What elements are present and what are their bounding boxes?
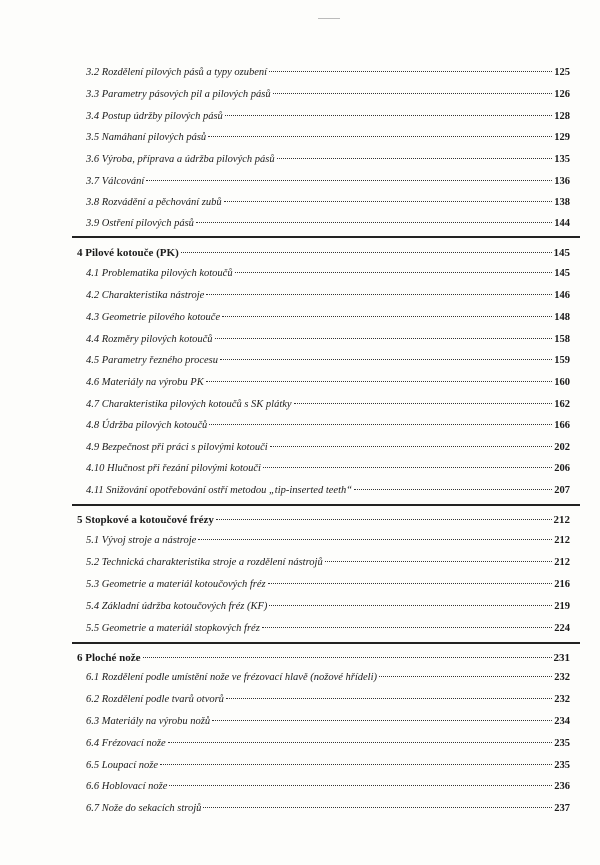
toc-entry-page: 145 bbox=[554, 268, 570, 279]
dot-leader bbox=[262, 627, 552, 628]
toc-entry-title: 4.5 Parametry řezného procesu bbox=[86, 355, 219, 366]
toc-entry-page: 158 bbox=[554, 334, 570, 345]
toc-entry-title: 4.9 Bezpečnost při práci s pilovými kotouči bbox=[86, 442, 268, 453]
toc-entry bbox=[86, 311, 570, 325]
toc-entry-page: 160 bbox=[554, 377, 570, 388]
toc-entry bbox=[86, 737, 570, 751]
toc-entry-title: 6.4 Frézovací nože bbox=[86, 738, 166, 749]
toc-entry-page: 232 bbox=[554, 694, 570, 705]
toc-entry bbox=[86, 131, 570, 145]
toc-chapter-title: 5 Stopkové a kotoučové frézy bbox=[77, 514, 214, 526]
toc-entry bbox=[86, 354, 570, 368]
dot-leader bbox=[270, 446, 553, 447]
toc-entry bbox=[86, 419, 570, 433]
toc-entry-title: 3.8 Rozvádění a pěchování zubů bbox=[86, 197, 222, 208]
toc-entry-page: 126 bbox=[554, 89, 570, 100]
dot-leader bbox=[181, 252, 552, 253]
toc-entry bbox=[86, 217, 570, 231]
toc-entry bbox=[86, 715, 570, 729]
toc-entry-page: 128 bbox=[554, 111, 570, 122]
toc-entry-title: 6.7 Nože do sekacích strojů bbox=[86, 803, 202, 814]
toc-entry-title: 4.2 Charakteristika nástroje bbox=[86, 290, 205, 301]
toc-entry bbox=[86, 693, 570, 707]
toc-chapter-title: 6 Ploché nože bbox=[77, 652, 141, 664]
dot-leader bbox=[222, 316, 552, 317]
dot-leader bbox=[143, 657, 552, 658]
toc-entry-page: 138 bbox=[554, 197, 570, 208]
toc-entry-title: 4.4 Rozměry pilových kotoučů bbox=[86, 334, 213, 345]
toc-chapter-4 bbox=[77, 246, 570, 260]
toc-entry-page: 162 bbox=[554, 399, 570, 410]
dot-leader bbox=[209, 424, 552, 425]
toc-entry bbox=[86, 484, 570, 498]
section-divider bbox=[72, 236, 580, 238]
dot-leader bbox=[263, 467, 552, 468]
toc-entry-page: 234 bbox=[554, 716, 570, 727]
toc-entry-title: 6.6 Hoblovací nože bbox=[86, 781, 168, 792]
toc-entry bbox=[86, 376, 570, 390]
dot-leader bbox=[198, 539, 552, 540]
toc-entry-title: 3.3 Parametry pásových pil a pilových pásů bbox=[86, 89, 271, 100]
toc-entry-page: 207 bbox=[554, 485, 570, 496]
toc-entry-page: 237 bbox=[554, 803, 570, 814]
toc-entry-page: 232 bbox=[554, 672, 570, 683]
toc-entry-title: 6.3 Materiály na výrobu nožů bbox=[86, 716, 211, 727]
toc-entry-page: 235 bbox=[554, 738, 570, 749]
section-divider bbox=[72, 642, 580, 644]
toc-entry-page: 146 bbox=[554, 290, 570, 301]
toc-entry bbox=[86, 398, 570, 412]
toc-entry-page: 148 bbox=[554, 312, 570, 323]
dot-leader bbox=[216, 519, 552, 520]
toc-chapter-page: 145 bbox=[553, 247, 570, 259]
dot-leader bbox=[269, 71, 552, 72]
toc-entry-title: 6.2 Rozdělení podle tvarů otvorů bbox=[86, 694, 224, 705]
toc-entry bbox=[86, 578, 570, 592]
toc-chapter-6 bbox=[77, 651, 570, 665]
toc-entry bbox=[86, 88, 570, 102]
toc-entry-page: 206 bbox=[554, 463, 570, 474]
toc-entry-title: 4.8 Údržba pilových kotoučů bbox=[86, 420, 208, 431]
toc-entry-title: 5.1 Vývoj stroje a nástroje bbox=[86, 535, 197, 546]
dot-leader bbox=[225, 115, 552, 116]
toc-entry bbox=[86, 66, 570, 80]
dot-leader bbox=[268, 583, 553, 584]
toc-entry bbox=[86, 289, 570, 303]
dot-leader bbox=[208, 136, 552, 137]
dot-leader bbox=[226, 698, 552, 699]
toc-entry bbox=[86, 462, 570, 476]
dot-leader bbox=[168, 742, 553, 743]
toc-entry-page: 125 bbox=[554, 67, 570, 78]
toc-entry-title: 5.4 Základní údržba kotoučových fréz (KF) bbox=[86, 601, 268, 612]
toc-entry bbox=[86, 153, 570, 167]
toc-entry bbox=[86, 802, 570, 816]
toc-entry bbox=[86, 622, 570, 636]
toc-entry bbox=[86, 267, 570, 281]
toc-entry-page: 235 bbox=[554, 760, 570, 771]
dot-leader bbox=[169, 785, 552, 786]
toc-chapter-page: 212 bbox=[553, 514, 570, 526]
toc-entry-title: 3.9 Ostření pilových pásů bbox=[86, 218, 194, 229]
toc-entry-page: 144 bbox=[554, 218, 570, 229]
toc-entry bbox=[86, 441, 570, 455]
toc-entry-page: 159 bbox=[554, 355, 570, 366]
dot-leader bbox=[212, 720, 552, 721]
toc-entry bbox=[86, 556, 570, 570]
dot-leader bbox=[224, 201, 553, 202]
dot-leader bbox=[160, 764, 552, 765]
toc-entry-title: 4.10 Hlučnost při řezání pilovými kotouči bbox=[86, 463, 261, 474]
scan-artifact bbox=[318, 18, 340, 19]
toc-entry bbox=[86, 333, 570, 347]
toc-entry bbox=[86, 110, 570, 124]
toc-entry-title: 6.1 Rozdělení podle umístění nože ve frézovací hlavě (nožové hřídeli) bbox=[86, 672, 378, 683]
toc-entry-title: 4.6 Materiály na výrobu PK bbox=[86, 377, 204, 388]
dot-leader bbox=[354, 489, 552, 490]
dot-leader bbox=[220, 359, 552, 360]
toc-entry-page: 219 bbox=[554, 601, 570, 612]
toc-entry bbox=[86, 196, 570, 210]
toc-entry bbox=[86, 780, 570, 794]
dot-leader bbox=[215, 338, 553, 339]
dot-leader bbox=[379, 676, 552, 677]
toc-entry bbox=[86, 534, 570, 548]
toc-entry bbox=[86, 175, 570, 189]
toc-entry bbox=[86, 600, 570, 614]
toc-entry-title: 5.2 Technická charakteristika stroje a rozdělení nástrojů bbox=[86, 557, 323, 568]
toc-entry-title: 4.11 Snižování opotřebování ostří metodou „tip-inserted teeth“ bbox=[86, 485, 353, 496]
toc-entry-title: 5.3 Geometrie a materiál kotoučových fréz bbox=[86, 579, 266, 590]
toc-entry-title: 3.5 Namáhaní pilových pásů bbox=[86, 132, 207, 143]
toc-entry-page: 216 bbox=[554, 579, 570, 590]
dot-leader bbox=[206, 294, 552, 295]
section-divider bbox=[72, 504, 580, 506]
toc-chapter-page: 231 bbox=[553, 652, 570, 664]
toc-entry-page: 129 bbox=[554, 132, 570, 143]
toc-entry-page: 166 bbox=[554, 420, 570, 431]
toc-entry-title: 3.6 Výroba, příprava a údržba pilových pásů bbox=[86, 154, 275, 165]
dot-leader bbox=[235, 272, 553, 273]
toc-entry-page: 236 bbox=[554, 781, 570, 792]
toc-entry-page: 212 bbox=[554, 535, 570, 546]
toc-chapter-title: 4 Pilové kotouče (PK) bbox=[77, 247, 179, 259]
toc-entry-title: 5.5 Geometrie a materiál stopkových fréz bbox=[86, 623, 260, 634]
toc-entry-page: 212 bbox=[554, 557, 570, 568]
toc-entry-title: 4.3 Geometrie pilového kotouče bbox=[86, 312, 221, 323]
dot-leader bbox=[325, 561, 553, 562]
toc-entry-title: 3.7 Válcování bbox=[86, 176, 145, 187]
dot-leader bbox=[146, 180, 552, 181]
dot-leader bbox=[277, 158, 553, 159]
toc-entry-page: 135 bbox=[554, 154, 570, 165]
toc-entry-title: 3.2 Rozdělení pilových pásů a typy ozubení bbox=[86, 67, 268, 78]
toc-entry-title: 4.1 Problematika pilových kotoučů bbox=[86, 268, 233, 279]
dot-leader bbox=[269, 605, 552, 606]
dot-leader bbox=[206, 381, 553, 382]
dot-leader bbox=[203, 807, 552, 808]
toc-entry-page: 136 bbox=[554, 176, 570, 187]
toc-chapter-5 bbox=[77, 513, 570, 527]
toc-entry-title: 3.4 Postup údržby pilových pásů bbox=[86, 111, 223, 122]
toc-entry-page: 224 bbox=[554, 623, 570, 634]
toc-entry-page: 202 bbox=[554, 442, 570, 453]
toc-entry-title: 4.7 Charakteristika pilových kotoučů s SK plátky bbox=[86, 399, 292, 410]
toc-entry bbox=[86, 759, 570, 773]
toc-entry-title: 6.5 Loupací nože bbox=[86, 760, 159, 771]
dot-leader bbox=[294, 403, 553, 404]
toc-entry bbox=[86, 671, 570, 685]
dot-leader bbox=[273, 93, 553, 94]
dot-leader bbox=[196, 222, 552, 223]
